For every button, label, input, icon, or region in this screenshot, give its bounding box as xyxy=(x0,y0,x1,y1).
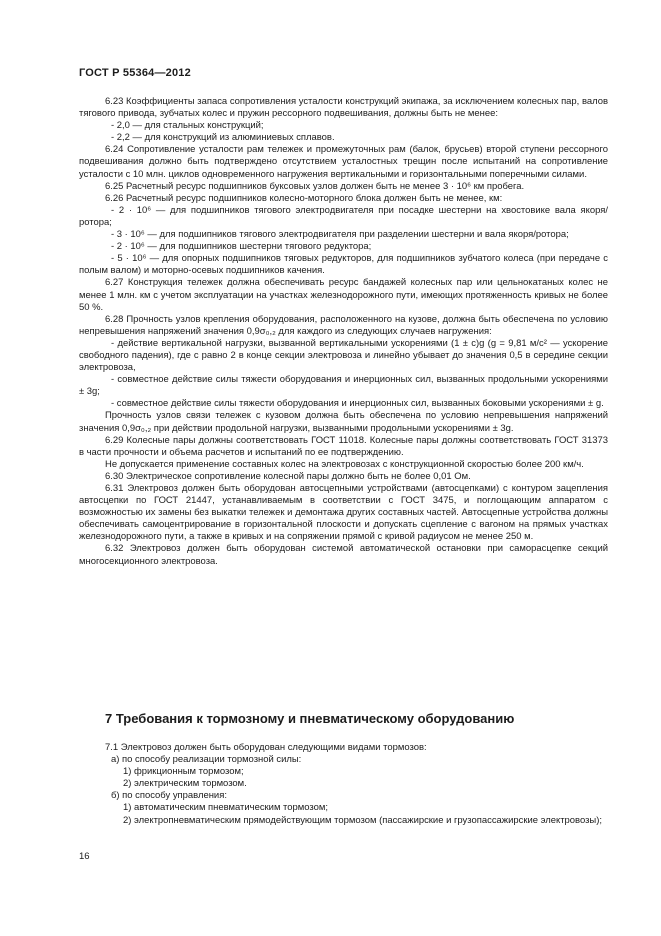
paragraph: 6.26 Расчетный ресурс подшипников колесно-моторного блока должен быть не менее, км: xyxy=(105,192,503,204)
paragraph: - совместное действие силы тяжести оборудования и инерционных сил, вызванных продольными ускорениями ± 3g; xyxy=(79,374,608,398)
paragraph: 6.25 Расчетный ресурс подшипников буксовых узлов должен быть не менее 3 · 10⁶ км пробега. xyxy=(105,180,525,192)
paragraph: 6.28 Прочность узлов крепления оборудования, расположенного на кузове, должна быть обеспечена по условию непревышения напряжений значения 0,9σ₀,₂ для каждого из следующих случаев нагружения: xyxy=(79,313,608,337)
paragraph: 1) фрикционным тормозом; xyxy=(123,766,244,778)
paragraph: - 2 · 10⁶ — для подшипников тягового электродвигателя при посадке шестерни на хвостовике вала якоря/ротора; xyxy=(79,204,608,228)
paragraph: 6.31 Электровоз должен быть оборудован автосцепными устройствами (автосцепками) с контуром зацепления автосцепки по ГОСТ 21447, устанавливаемым в соответствии с ГОСТ 3475, и поглощающим аппаратом с возможностью их замены без выкатки тележек и демонтажа других составных частей. Автосцепные устройства должны обеспечивать самоцентрирование в горизонтальной плоскости и допускать сцепление с вагоном на прямых участках железнодорожного пути, а также в кривых и на сопряжении прямой с кривой радиусом не менее 250 м. xyxy=(79,483,608,543)
paragraph: - 3 · 10⁶ — для подшипников тягового электродвигателя при разделении шестерни и вала якоря/ротора; xyxy=(111,229,569,241)
page-number: 16 xyxy=(79,851,90,862)
paragraph: 2) электрическим тормозом. xyxy=(123,778,247,790)
paragraph: Не допускается применение составных колес на электровозах с конструкционной скоростью более 200 км/ч. xyxy=(105,458,584,470)
paragraph: - 5 · 10⁶ — для опорных подшипников тяговых редукторов, для подшипников зубчатого колеса (при передаче с полым валом) и моторно-осевых подшипников качения. xyxy=(79,253,608,277)
paragraph: 2) электропневматическим прямодействующим тормозом (пассажирские и грузопассажирские электровозы); xyxy=(123,814,602,826)
standard-header: ГОСТ Р 55364—2012 xyxy=(79,67,191,79)
paragraph: а) по способу реализации тормозной силы: xyxy=(111,754,302,766)
paragraph: 6.32 Электровоз должен быть оборудован системой автоматической остановки при саморасцепке секций многосекционного электровоза. xyxy=(79,543,608,567)
paragraph: б) по способу управления: xyxy=(111,790,227,802)
paragraph: 6.27 Конструкция тележек должна обеспечивать ресурс бандажей колесных пар или цельнокатаных колес не менее 1 млн. км с учетом эксплуатации на участках железнодорожного пути, имеющих протяженность кривых не более 50 %. xyxy=(79,277,608,313)
section-7-heading: 7 Требования к тормозному и пневматическому оборудованию xyxy=(105,711,515,726)
section-7-text xyxy=(79,742,608,827)
paragraph: 6.30 Электрическое сопротивление колесной пары должно быть не более 0,01 Ом. xyxy=(105,470,471,482)
paragraph: 7.1 Электровоз должен быть оборудован следующими видами тормозов: xyxy=(105,742,427,753)
paragraph: - 2,0 — для стальных конструкций; xyxy=(111,120,264,132)
section-6-text xyxy=(79,96,608,568)
paragraph: 1) автоматическим пневматическим тормозом; xyxy=(123,802,328,814)
paragraph: 6.29 Колесные пары должны соответствовать ГОСТ 11018. Колесные пары должны соответствовать ГОСТ 31373 в части прочности и объема расчетов и испытаний по ее подтверждению. xyxy=(79,434,608,458)
paragraph: 6.24 Сопротивление усталости рам тележек и промежуточных рам (балок, брусьев) второй ступени рессорного подвешивания должно быть подтверждено отсутствием усталостных трещин после испытаний на сопротивление усталости с 10 млн. циклов одновременного нагружения вертикальными и горизонтальными поперечными силами. xyxy=(79,144,608,180)
paragraph: - 2,2 — для конструкций из алюминиевых сплавов. xyxy=(111,132,335,144)
paragraph: - действие вертикальной нагрузки, вызванной вертикальными ускорениями (1 ± c)g (g = 9,81 м/с² — ускорение свободного падения), где c равно 2 в конце секции электровоза и линейно убывает до значения 0,5 в середине секции электровоза, xyxy=(79,337,608,374)
paragraph: - 2 · 10⁶ — для подшипников шестерни тягового редуктора; xyxy=(111,241,372,253)
paragraph: 6.23 Коэффициенты запаса сопротивления усталости конструкций экипажа, за исключением колесных пар, валов тягового привода, зубчатых колес и пружин рессорного подвешивания, должны быть не менее: xyxy=(79,96,608,120)
paragraph: Прочность узлов связи тележек с кузовом должна быть обеспечена по условию непревышения напряжений значения 0,9σ₀,₂ при действии продольной нагрузки, вызванными продольными ускорениями ± 3g. xyxy=(79,410,608,434)
paragraph: - совместное действие силы тяжести оборудования и инерционных сил, вызванных боковыми ускорениями ± g. xyxy=(111,398,604,410)
